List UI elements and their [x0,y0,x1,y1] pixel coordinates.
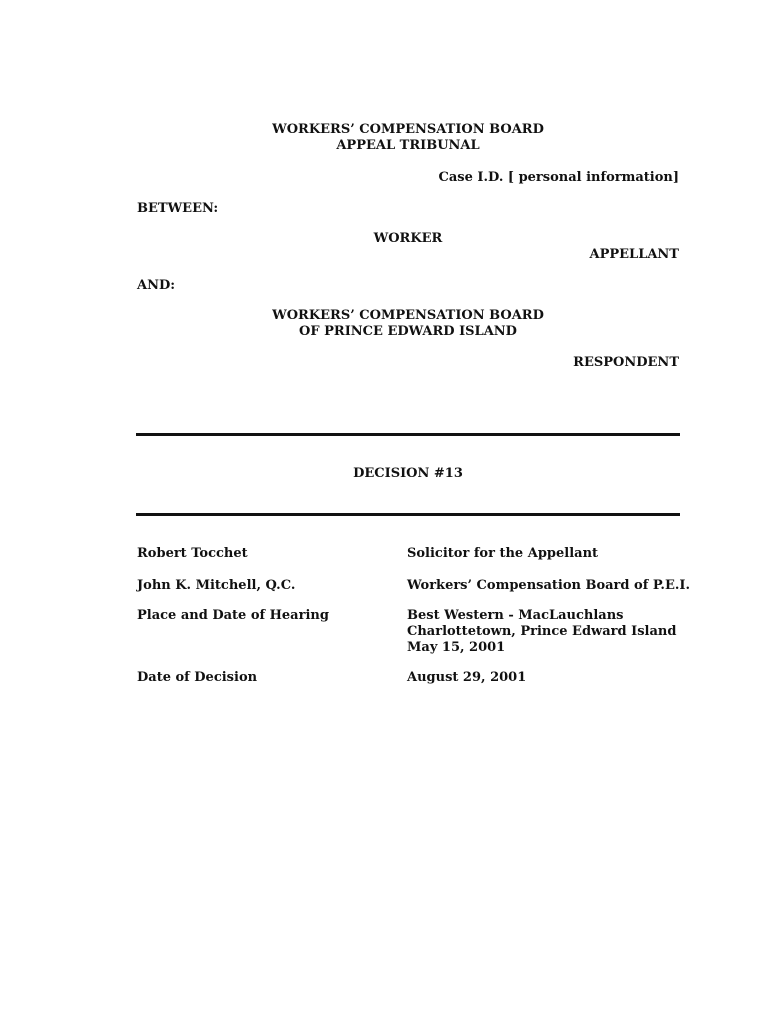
decision-title: DECISION #13 [353,466,463,481]
bottom-divider [136,513,680,516]
tribunal-subtitle: APPEAL TRIBUNAL [336,138,480,153]
appellant-role: APPELLANT [589,247,679,262]
top-divider [136,433,680,436]
hearing-place: Best Western - MacLauchlans [407,608,624,623]
decision-date: August 29, 2001 [407,670,527,685]
tribunal-title: WORKERS’ COMPENSATION BOARD [272,122,544,137]
detail-label: Place and Date of Hearing [137,608,329,623]
detail-label: Robert Tocchet [137,546,248,561]
between-label: BETWEEN: [137,201,219,216]
detail-label: Date of Decision [137,670,258,685]
case-id: Case I.D. [ personal information] [438,170,679,185]
detail-value: Solicitor for the Appellant [407,546,599,561]
respondent-name-line2: OF PRINCE EDWARD ISLAND [299,324,517,339]
hearing-date: May 15, 2001 [407,640,506,655]
detail-value: Workers’ Compensation Board of P.E.I. [407,578,691,593]
appellant-name: WORKER [373,231,443,246]
and-label: AND: [137,278,176,293]
respondent-name-line1: WORKERS’ COMPENSATION BOARD [272,308,544,323]
hearing-city: Charlottetown, Prince Edward Island [407,624,677,639]
detail-label: John K. Mitchell, Q.C. [137,578,296,593]
respondent-role: RESPONDENT [573,355,679,370]
